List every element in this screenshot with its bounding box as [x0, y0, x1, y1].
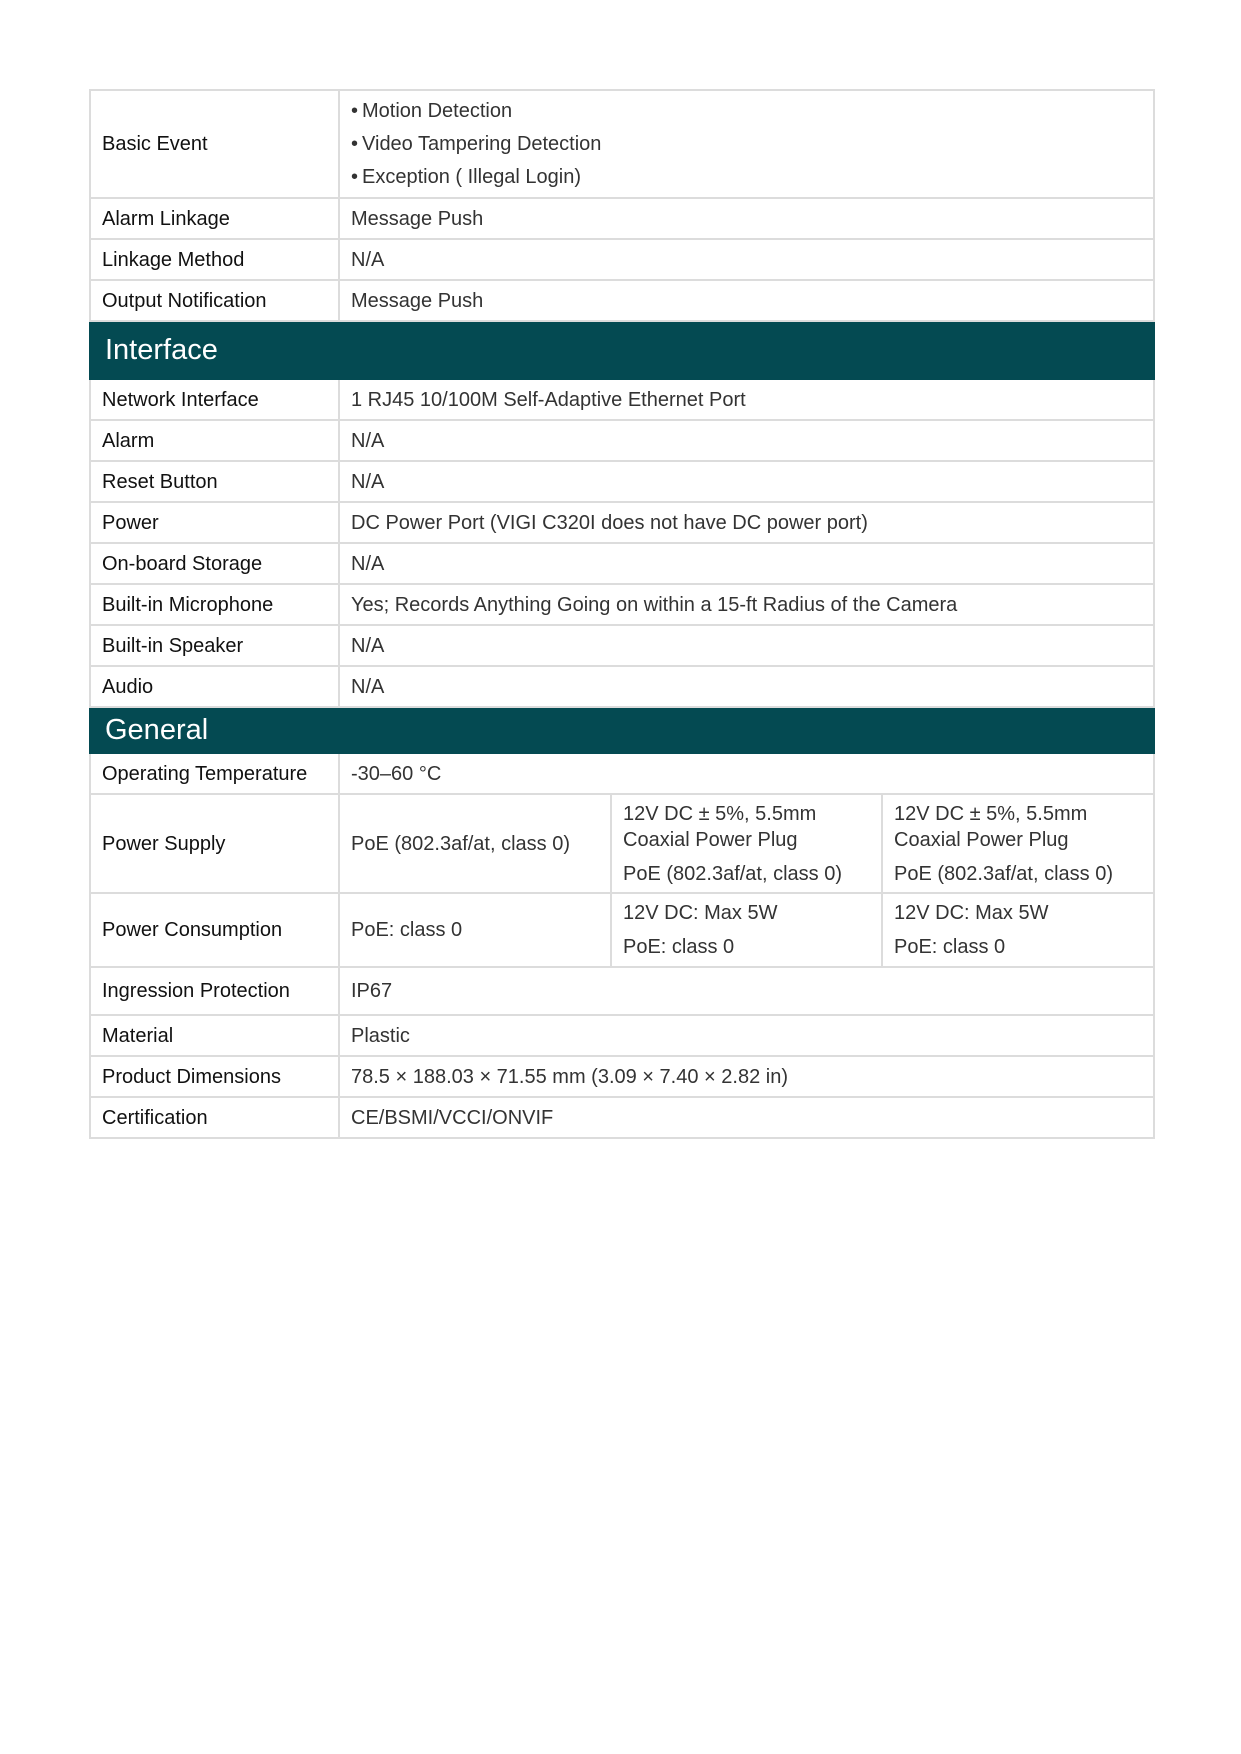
spec-row: [90, 1015, 1154, 1056]
spec-value: N/A: [339, 625, 1154, 666]
spec-label: Network Interface: [90, 379, 339, 420]
section-header-interface: [90, 321, 1154, 379]
spec-label: Audio: [90, 666, 339, 707]
spec-row: [90, 239, 1154, 280]
value-line: PoE (802.3af/at, class 0): [623, 862, 843, 885]
spec-value: N/A: [339, 420, 1154, 461]
spec-value: -30–60 °C: [339, 753, 1154, 794]
spec-row: [90, 666, 1154, 707]
spec-label: Alarm: [90, 420, 339, 461]
section-title: General: [90, 707, 1154, 753]
spec-value: [611, 893, 882, 967]
spec-label: Built-in Speaker: [90, 625, 339, 666]
spec-value: Message Push: [339, 198, 1154, 239]
spec-value: PoE: class 0: [339, 893, 611, 967]
spec-value: N/A: [339, 543, 1154, 584]
spec-label: Power Consumption: [90, 893, 339, 967]
spec-label: Reset Button: [90, 461, 339, 502]
spec-row-power-consumption: [90, 893, 1154, 967]
spec-value: PoE (802.3af/at, class 0): [339, 794, 611, 893]
spec-label: Power Supply: [90, 794, 339, 893]
value-line: PoE (802.3af/at, class 0): [894, 862, 1114, 885]
value-line: 12V DC: Max 5W: [623, 902, 778, 924]
spec-value: 1 RJ45 10/100M Self-Adaptive Ethernet Port: [339, 379, 1154, 420]
spec-label: Basic Event: [90, 90, 339, 198]
value-line: 12V DC ± 5%, 5.5mm Coaxial Power Plug: [623, 802, 817, 851]
spec-value: N/A: [339, 239, 1154, 280]
spec-row: [90, 502, 1154, 543]
spec-row: [90, 379, 1154, 420]
spec-value: [339, 90, 1154, 198]
spec-row: [90, 584, 1154, 625]
value-line: 12V DC: Max 5W: [894, 902, 1049, 924]
section-header-general: [90, 707, 1154, 753]
list-item: • Motion Detection: [351, 95, 1142, 128]
spec-value: N/A: [339, 666, 1154, 707]
spec-row-power-supply: [90, 794, 1154, 893]
spec-row: [90, 461, 1154, 502]
spec-row-basic-event: [90, 90, 1154, 198]
spec-row: [90, 967, 1154, 1015]
spec-row: [90, 1056, 1154, 1097]
section-title: Interface: [90, 321, 1154, 379]
spec-row: [90, 543, 1154, 584]
spec-label: Linkage Method: [90, 239, 339, 280]
spec-row: [90, 280, 1154, 321]
spec-value: 78.5 × 188.03 × 71.55 mm (3.09 × 7.40 × 2.82 in): [339, 1056, 1154, 1097]
spec-label: Ingression Protection: [90, 967, 339, 1015]
spec-value: N/A: [339, 461, 1154, 502]
spec-value: [882, 794, 1154, 893]
spec-value: Message Push: [339, 280, 1154, 321]
spec-row: [90, 420, 1154, 461]
list-item: • Video Tampering Detection: [351, 128, 1142, 161]
spec-value: IP67: [339, 967, 1154, 1015]
spec-value: [611, 794, 882, 893]
spec-value: DC Power Port (VIGI C320I does not have DC power port): [339, 502, 1154, 543]
spec-label: Output Notification: [90, 280, 339, 321]
list-item: • Exception ( Illegal Login): [351, 161, 1142, 194]
spec-label: Operating Temperature: [90, 753, 339, 794]
spec-table: [89, 89, 1155, 1139]
spec-row: [90, 1097, 1154, 1138]
spec-value: Plastic: [339, 1015, 1154, 1056]
spec-label: Product Dimensions: [90, 1056, 339, 1097]
value-line: 12V DC ± 5%, 5.5mm Coaxial Power Plug: [894, 802, 1088, 851]
spec-label: Alarm Linkage: [90, 198, 339, 239]
spec-label: Built-in Microphone: [90, 584, 339, 625]
spec-label: Material: [90, 1015, 339, 1056]
spec-row: [90, 753, 1154, 794]
spec-label: Certification: [90, 1097, 339, 1138]
spec-label: Power: [90, 502, 339, 543]
spec-row: [90, 625, 1154, 666]
value-line: PoE: class 0: [894, 936, 1006, 958]
spec-row: [90, 198, 1154, 239]
basic-event-list: [351, 95, 1142, 194]
spec-value: [882, 893, 1154, 967]
spec-value: CE/BSMI/VCCI/ONVIF: [339, 1097, 1154, 1138]
spec-value: Yes; Records Anything Going on within a 15-ft Radius of the Camera: [339, 584, 1154, 625]
spec-label: On-board Storage: [90, 543, 339, 584]
value-line: PoE: class 0: [623, 936, 735, 958]
